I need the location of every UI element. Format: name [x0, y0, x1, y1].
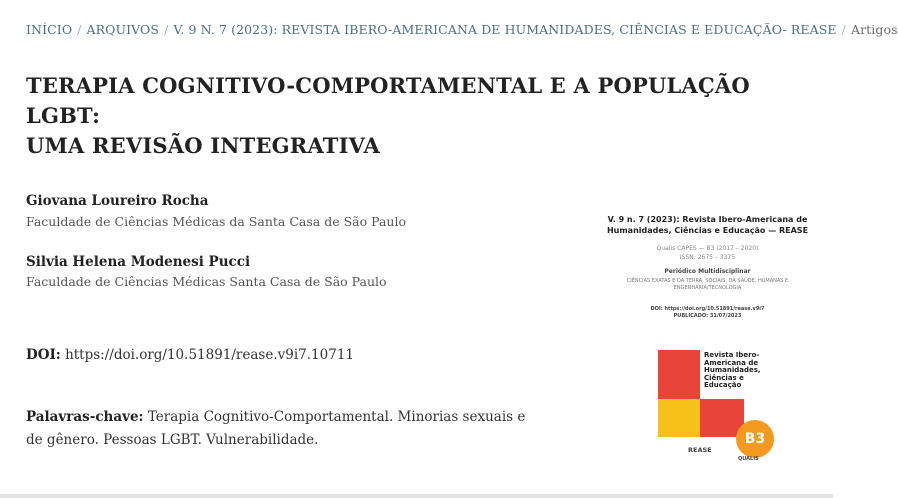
issue-cover-image[interactable]	[600, 200, 815, 470]
logo-line: Revista Ibero-	[704, 351, 760, 359]
article-title-line-2: UMA REVISÃO INTEGRATIVA	[26, 133, 380, 158]
logo-line: Ciências e	[704, 373, 744, 382]
cover-logo-text	[704, 352, 784, 390]
cover-issn: ISSN: 2675 – 3375	[679, 254, 736, 261]
keywords-value: Terapia Cognitivo-Comportamental. Minorias sexuais e de gênero. Pessoas LGBT. Vulnerabilidade.	[26, 409, 526, 448]
article-title-line-1: TERAPIA COGNITIVO-COMPORTAMENTAL E A POPULAÇÃO LGBT:	[26, 73, 750, 128]
author-name: Giovana Loureiro Rocha	[26, 193, 209, 209]
doi-label: DOI:	[26, 347, 61, 363]
breadcrumb-separator: /	[77, 22, 82, 37]
author-affiliation: Faculdade de Ciências Médicas da Santa Casa de São Paulo	[26, 214, 406, 229]
breadcrumb-current: Artigos	[850, 22, 898, 37]
logo-red-strip	[658, 392, 700, 399]
cover-doi-info	[600, 306, 815, 320]
cover-areas: CIÊNCIAS EXATAS E DA TERRA, SOCIAIS, DA SAÚDE, HUMANAS E ENGENHARIA/TECNOLOGIA	[626, 278, 789, 291]
breadcrumb-archives-link[interactable]: ARQUIVOS	[86, 22, 160, 37]
footer-divider	[0, 494, 833, 498]
qualis-badge-subtitle: QUALIS	[738, 456, 759, 462]
breadcrumb-home-link[interactable]: INÍCIO	[26, 22, 73, 37]
cover-published: PUBLICADO: 31/07/2023	[673, 313, 742, 319]
author-name: Silvia Helena Modenesi Pucci	[26, 254, 251, 270]
cover-qualis-info	[600, 244, 815, 262]
qualis-b3-badge-icon: B3	[736, 420, 774, 458]
cover-rease-label: REASE	[688, 446, 712, 454]
breadcrumb	[26, 22, 898, 37]
cover-doi: DOI: https://doi.org/10.51891/rease.v9i7	[650, 306, 765, 312]
keywords-section	[26, 406, 526, 452]
logo-yellow-square	[658, 399, 700, 437]
author-affiliation: Faculdade de Ciências Médicas Santa Casa de São Paulo	[26, 274, 387, 289]
cover-volume-title	[600, 214, 815, 236]
cover-qualis: Qualis CAPES — B3 (2017 – 2020)	[656, 245, 759, 252]
keywords-label: Palavras-chave:	[26, 409, 144, 425]
doi-link[interactable]: https://doi.org/10.51891/rease.v9i7.10711	[65, 347, 354, 363]
logo-line: Educação	[704, 381, 742, 389]
logo-red-square	[658, 350, 700, 392]
breadcrumb-separator: /	[164, 22, 169, 37]
logo-line: Humanidades,	[704, 366, 761, 374]
article-title	[26, 71, 826, 161]
doi-section	[26, 347, 354, 363]
breadcrumb-issue-link[interactable]: V. 9 N. 7 (2023): REVISTA IBERO-AMERICANA DE HUMANIDADES, CIÊNCIAS E EDUCAÇÃO- REASE	[173, 22, 837, 37]
breadcrumb-separator: /	[841, 22, 846, 37]
cover-volume-line-1: V. 9 n. 7 (2023): Revista Ibero-Americana de	[607, 215, 808, 224]
cover-periodical: Periódico Multidisciplinar	[664, 268, 751, 275]
logo-line: Americana de	[704, 358, 759, 367]
cover-volume-line-2: Humanidades, Ciências e Educação — REASE	[606, 226, 809, 235]
